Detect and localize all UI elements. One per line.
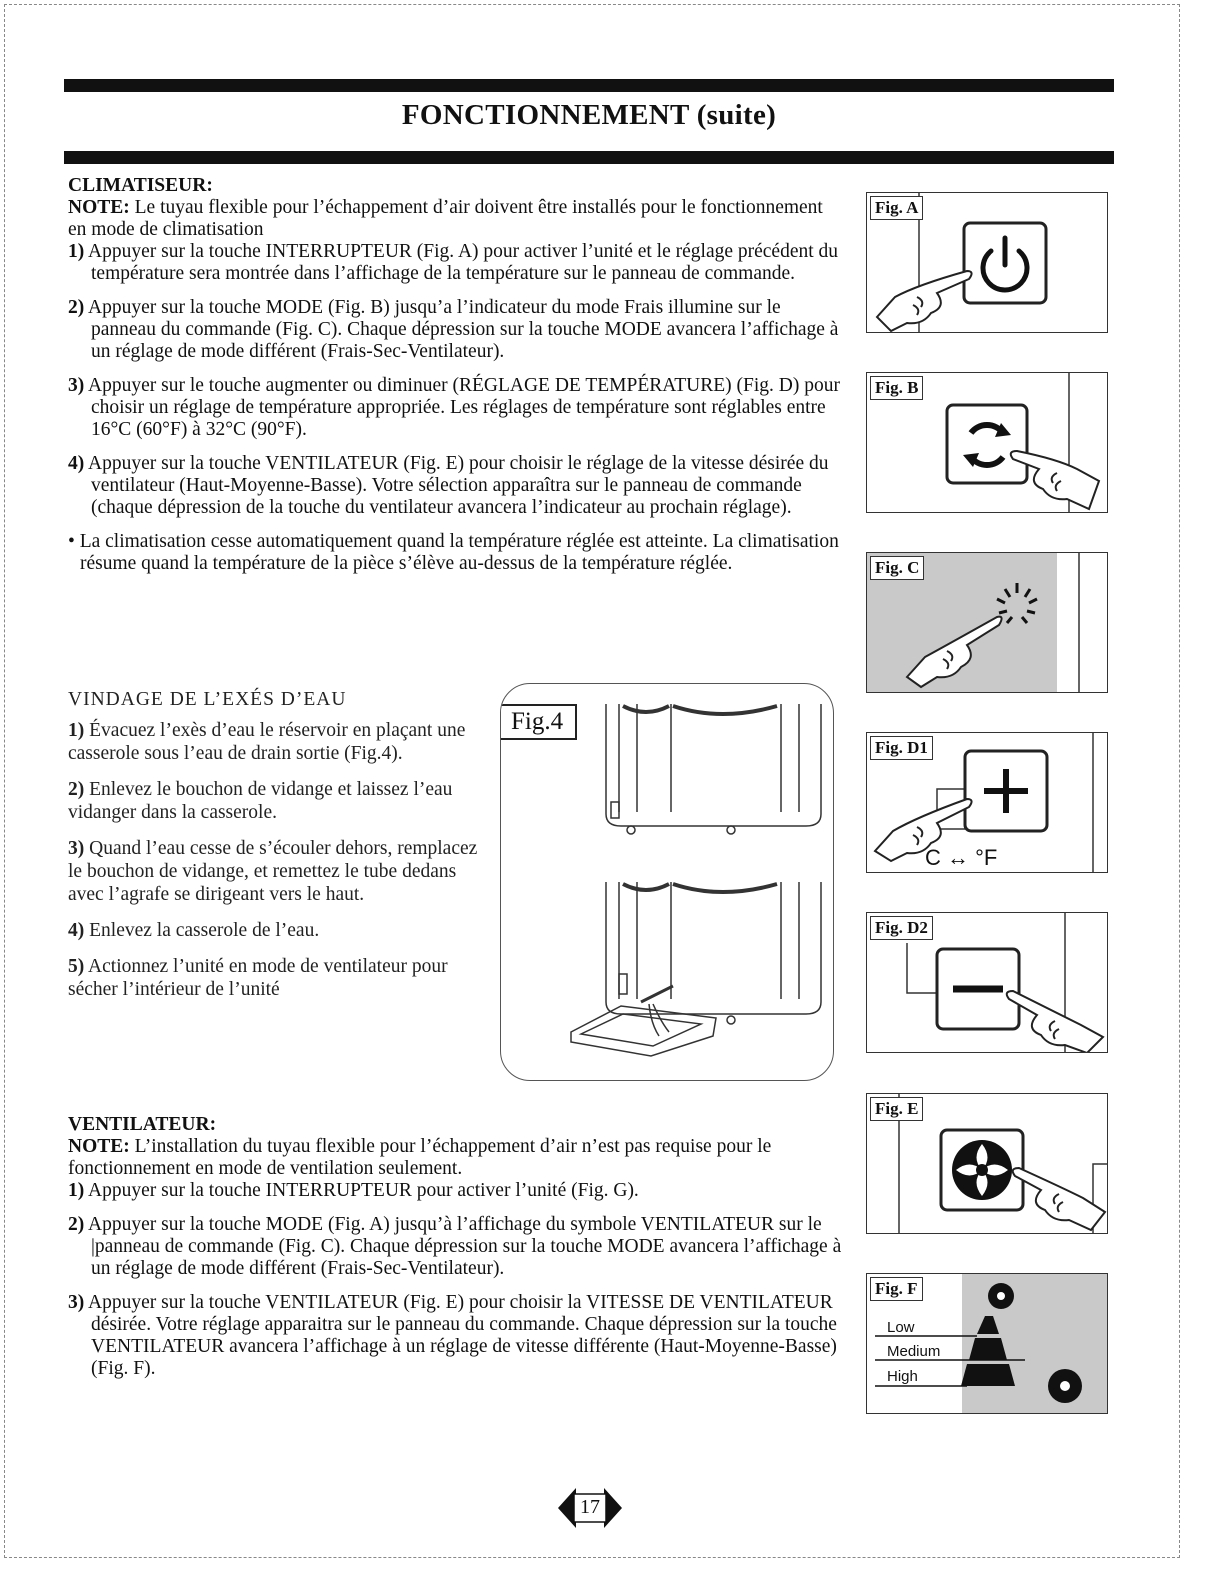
step xyxy=(68,1292,843,1380)
figure-label: Fig. D1 xyxy=(870,736,933,760)
step-text: Enlevez la casserole de l’eau. xyxy=(84,920,320,941)
celsius-fahrenheit-toggle-label: C ↔ °F xyxy=(925,845,998,870)
figure-label: Fig. B xyxy=(870,376,923,400)
section-heading: CLIMATISEUR: xyxy=(68,175,213,196)
page-number xyxy=(552,1478,628,1538)
step-text: Évacuez l’exès d’eau le réservoir en plaçant une casserole sous l’eau de drain sortie (Fig.4). xyxy=(68,720,466,764)
page-number-text: 17 xyxy=(580,1496,600,1518)
step-number: 3) xyxy=(68,1292,85,1313)
note xyxy=(68,1136,843,1180)
indicator-light-icon xyxy=(997,583,1037,623)
figure-a xyxy=(866,192,1108,333)
step-text: Appuyer sur la touche INTERRUPTEUR (Fig. A) pour activer l’unité et le réglage précédent du température sera montrée dans l’affichage de la température sur le panneau de commande. xyxy=(84,241,839,284)
step-text: Appuyer sur le touche augmenter ou diminuer (RÉGLAGE DE TEMPÉRATURE) (Fig. D) pour choisir un réglage de température appropriée. Les réglages de température sont réglables entre 16°C (60°F) à 32°C (90°F). xyxy=(84,375,840,440)
hand-icon xyxy=(1011,451,1099,509)
figure-label: Fig. C xyxy=(870,556,924,580)
step xyxy=(68,1214,843,1280)
hand-icon xyxy=(1013,1168,1105,1230)
figure-f xyxy=(866,1273,1108,1414)
step xyxy=(68,453,843,519)
section-ventilateur xyxy=(68,1114,843,1380)
step-text: Actionnez l’unité en mode de ventilateur pour sécher l’intérieur de l’unité xyxy=(68,956,448,1000)
power-icon xyxy=(983,238,1027,290)
speed-label-medium: Medium xyxy=(887,1343,941,1360)
figure-c xyxy=(866,552,1108,693)
section-climatiseur xyxy=(68,175,843,575)
step-number: 1) xyxy=(68,720,85,741)
figure-d1 xyxy=(866,732,1108,873)
figure-label: Fig. D2 xyxy=(870,916,933,940)
fan-icon-large xyxy=(1048,1369,1082,1403)
figure-label: Fig. A xyxy=(870,196,923,220)
step xyxy=(68,375,843,441)
step-text: Appuyer sur la touche MODE (Fig. B) jusqu’a l’indicateur du mode Frais illumine sur le panneau du commande (Fig. C). Chaque dépression sur la touche MODE avancera l’affichage à un réglage de mode différent (Frais-Sec-Ventilateur). xyxy=(84,297,839,362)
step-text: Enlevez le bouchon de vidange et laissez l’eau vidanger dans la casserole. xyxy=(68,779,453,823)
note-text: L’installation du tuyau flexible pour l’échappement d’air n’est pas requise pour le fonctionnement en mode de ventilation seulement. xyxy=(68,1136,772,1179)
figure-label: Fig. F xyxy=(870,1277,923,1301)
step-number: 2) xyxy=(68,1214,85,1235)
step-number: 2) xyxy=(68,779,85,800)
note-text: Le tuyau flexible pour l’échappement d’air doivent être installés pour le fonctionnement en mode de climatisation xyxy=(68,197,823,240)
section-heading: VENTILATEUR: xyxy=(68,1114,217,1135)
step-number: 5) xyxy=(68,956,85,977)
page-title: FONCTIONNEMENT (suite) xyxy=(401,99,777,131)
fan-icon xyxy=(952,1140,1012,1200)
step-text: Appuyer sur la touche MODE (Fig. A) jusqu’à l’affichage du symbole VENTILATEUR sur le |panneau de commande (Fig. C). Chaque dépression sur la touche MODE avancera l’affichage à un réglage de mode différent (Frais-Sec-Ventilateur). xyxy=(84,1214,842,1279)
step-number: 3) xyxy=(68,838,85,859)
step-number: 2) xyxy=(68,297,85,318)
step-number: 1) xyxy=(68,241,85,262)
hand-icon xyxy=(907,617,1002,687)
fan-icon-small xyxy=(988,1283,1014,1309)
step-text: Appuyer sur la touche INTERRUPTEUR pour activer l’unité (Fig. G). xyxy=(84,1180,639,1201)
step xyxy=(68,297,843,363)
step-text: Appuyer sur la touche VENTILATEUR (Fig. E) pour choisir le réglage de la vitesse désirée du ventilateur (Haut-Moyenne-Basse). Votre sélection apparaîtra sur le panneau de commande (chaque dépression de la touche du ventilateur avancera l’indicateur au prochain réglage). xyxy=(84,453,829,518)
step-number: 4) xyxy=(68,920,85,941)
note-label: NOTE: xyxy=(68,1136,130,1157)
note-label: NOTE: xyxy=(68,197,130,218)
top-rule xyxy=(64,79,1114,92)
step xyxy=(68,778,488,824)
step xyxy=(68,955,488,1001)
step-number: 4) xyxy=(68,453,85,474)
figure-label: Fig. E xyxy=(870,1097,923,1121)
section-heading: VINDAGE DE L’EXÉS D’EAU xyxy=(68,689,347,710)
step-text: Quand l’eau cesse de s’écouler dehors, remplacez le bouchon de vidange, et remettez le tube dedans avec l’agrafe se dirigeant vers le haut. xyxy=(68,838,478,905)
step-number: 3) xyxy=(68,375,85,396)
step xyxy=(68,241,843,285)
step xyxy=(68,837,488,906)
step-text: Appuyer sur la touche VENTILATEUR (Fig. E) pour choisir la VITESSE DE VENTILATEUR désirée. Votre réglage apparaitra sur le panneau du commande. Chaque dépression sur la touche VENTILATEUR avancera l’affichage à un réglage de vitesse différente (Haut-Moyenne-Basse) (Fig. F). xyxy=(84,1292,837,1379)
hand-icon xyxy=(1007,991,1103,1053)
step xyxy=(68,919,488,942)
figure-label: Fig.4 xyxy=(500,704,577,740)
speed-label-high: High xyxy=(887,1368,918,1385)
figure-e xyxy=(866,1093,1108,1234)
title-bottom-rule xyxy=(64,151,1114,164)
figure-b xyxy=(866,372,1108,513)
step xyxy=(68,1180,843,1202)
section-vidange xyxy=(68,688,488,1001)
bullet-note: • La climatisation cesse automatiquement quand la température réglée est atteinte. La climatisation résume quand la température de la pièce s’élève au-dessus de la température réglée. xyxy=(68,531,839,574)
figure-4 xyxy=(500,683,834,1081)
speed-label-low: Low xyxy=(887,1319,915,1336)
figure-d2 xyxy=(866,912,1108,1053)
note xyxy=(68,197,843,241)
drain-unit-illustration xyxy=(501,684,834,1081)
step-number: 1) xyxy=(68,1180,85,1201)
hand-icon xyxy=(877,271,972,331)
step xyxy=(68,719,488,765)
